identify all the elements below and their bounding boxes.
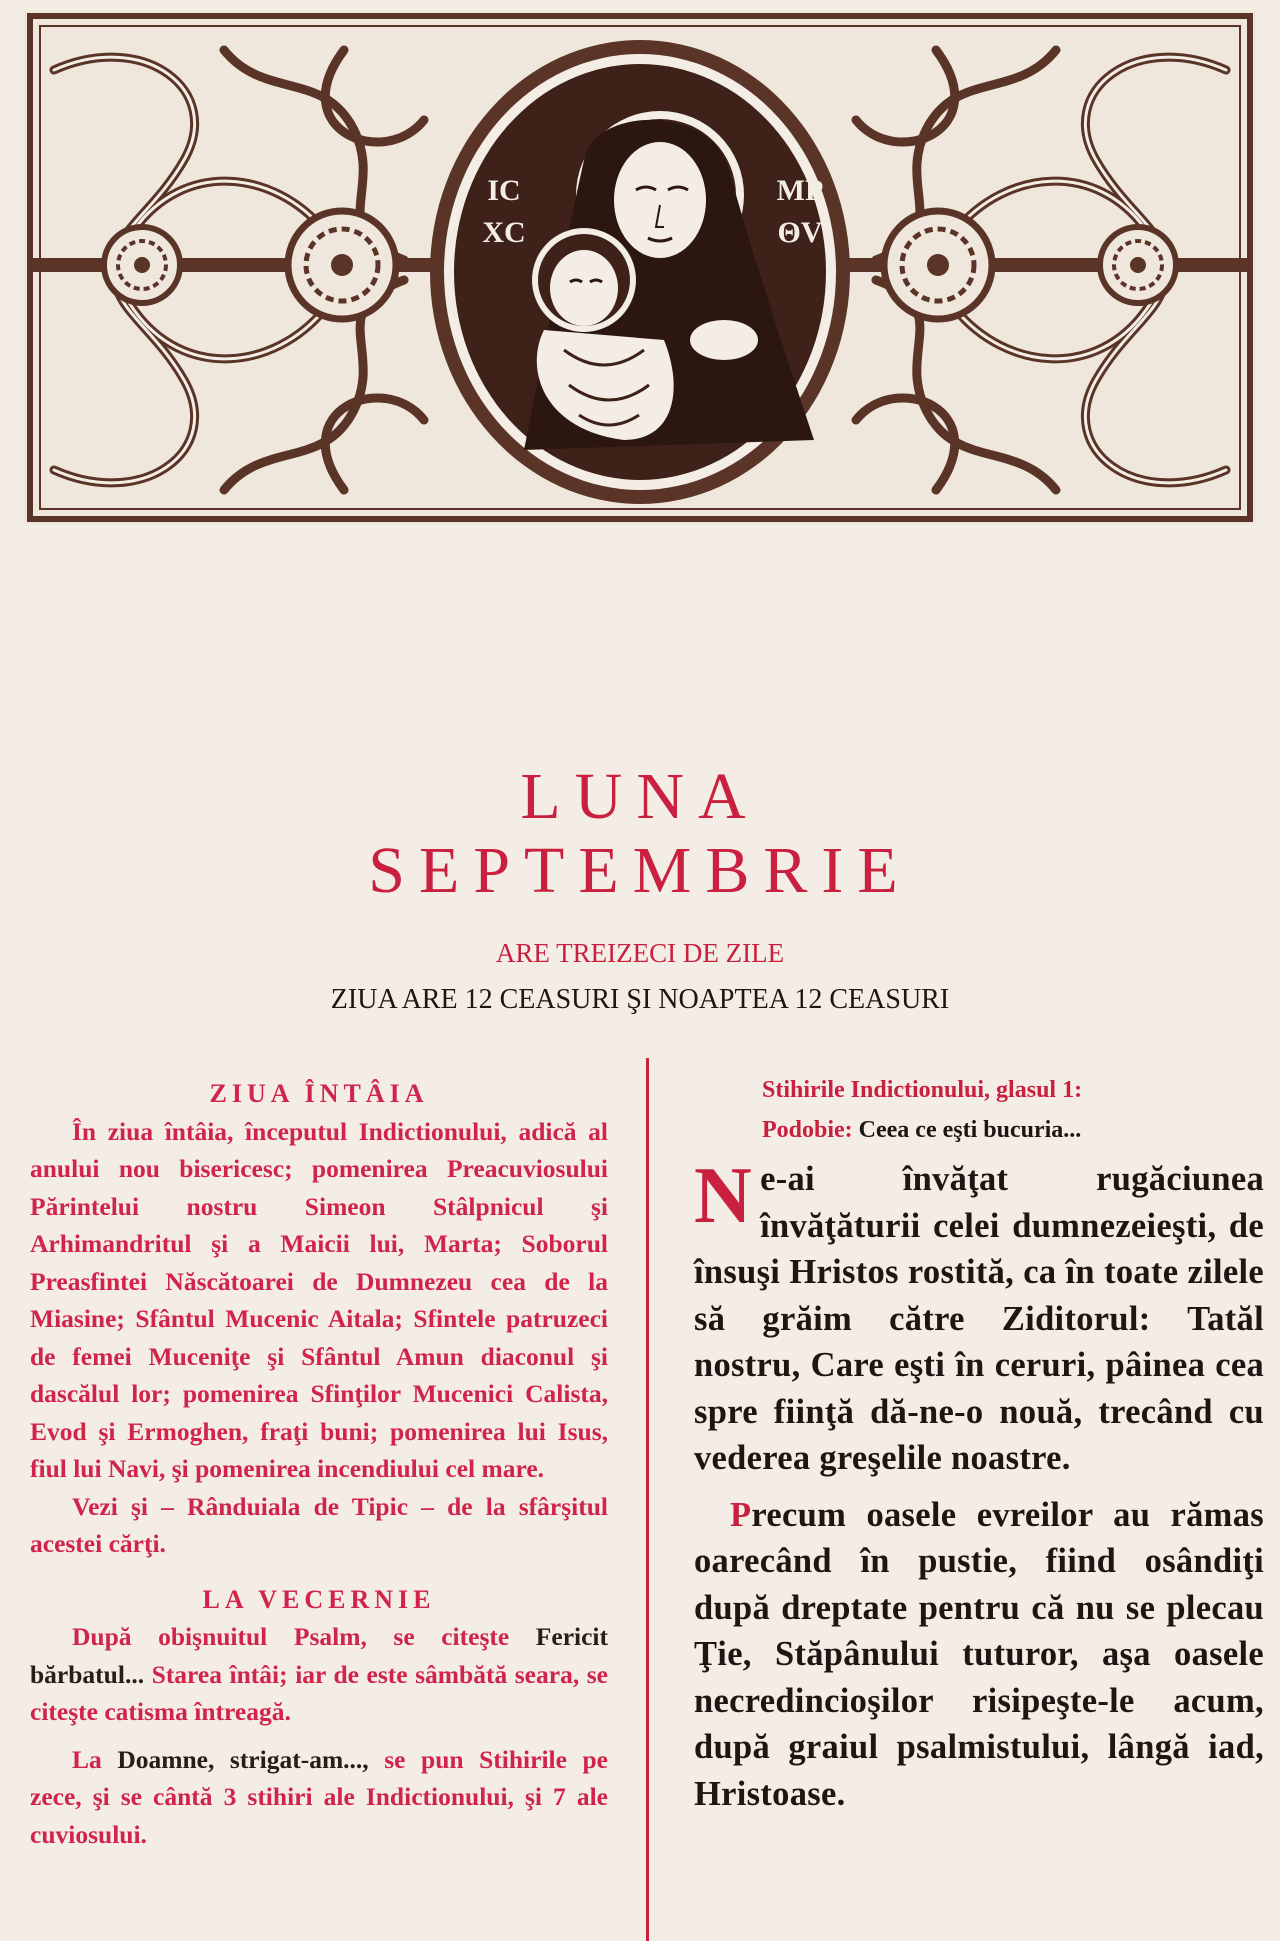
theotokos-icon [430,40,850,504]
hours-subtitle: ZIUA ARE 12 CEASURI ŞI NOAPTEA 12 CEASURI [330,984,950,1015]
month-title-name: SEPTEMBRIE [368,834,912,907]
vespers-rubric [30,1618,608,1731]
days-count-subtitle: ARE TREIZECI DE ZILE [495,938,785,968]
header-ornament [24,10,1256,525]
stihiri-heading: Stihirile Indictionului, glasul 1: [762,1077,1083,1103]
podobie-line [762,1110,1264,1150]
doamne-strigat-incipit: Doamne, strigat-am..., [117,1744,369,1774]
stihira-verse-1 [694,1152,1264,1482]
podobie-label: Podobie: [762,1117,853,1143]
drop-cap-initial: N [694,1152,753,1240]
vespers-incipit: Fericit bărbatul... [30,1622,608,1689]
stihira-verse-2 [694,1492,1264,1818]
podobie-text: Ceea ce eşti bucuria... [852,1117,1082,1143]
verse-2-initial: P [730,1495,752,1534]
stihiri-rubric [30,1741,608,1854]
column-divider [646,1058,649,1941]
icon-right-bottom-inscription: ΘV [777,216,823,249]
icon-left-bottom-inscription: XC [482,216,526,249]
right-column [694,1070,1264,1817]
tipic-reference: Vezi şi – Rânduiala de Tipic – de la sfârşitul acestei cărţi. [30,1491,608,1558]
section-heading-vespers: LA VECERNIE [202,1584,436,1614]
vespers-rubric-part-c: Starea întâi; iar de este sâmbătă seara, se citeşte catisma întreagă. [30,1659,608,1726]
vespers-rubric-part-a: După obişnuitul Psalm, se citeşte [72,1622,536,1651]
stihiri-rubric-part-c: se pun Stihirile pe zece, şi se cântă 3 stihiri ale Indictionului, şi 7 ale cuviosului. [30,1744,608,1849]
left-column [30,1075,608,1853]
commemorations-paragraph: În ziua întâia, începutul Indictionului, adică al anului nou bisericesc; pomenirea Preacuviosului Părintelui nostru Simeon Stâlpnicul şi Arhimandritul şi a Maicii lui, Marta; Soborul Preasfintei Născătoarei de Dumnezeu cea de la Miasine; Sfântul Mucenic Aitala; Sfintele patruzeci de femei Muceniţe şi Sfântul Amun diaconul şi dascălul lor; pomenirea Sfinţilor Mucenici Calista, Evod şi Ermoghen, fraţi buni; pomenirea lui Isus, fiul lui Navi, şi pomenirea incendiului cel mare. [30,1116,608,1483]
stihiri-rubric-part-a: La [72,1744,118,1774]
icon-left-top-inscription: IC [487,174,521,207]
icon-right-top-inscription: MP [776,174,824,207]
section-heading-first-day: ZIUA ÎNTÂIA [209,1079,429,1108]
verse-1-text: e-ai învăţat rugăciunea învăţăturii celei dumnezeieşti, de însuşi Hristos rostită, ca în toate zilele să grăim către Ziditorul: Tatăl nostru, Care eşti în ceruri, pâinea cea spre fiinţă dă-ne-o nouă, trecând cu vederea greşelile noastre. [694,1160,1264,1477]
month-title-luna: LUNA [520,760,760,833]
verse-2-text: recum oasele evreilor au rămas oarecând în pustie, fiind osândiţi după dreptate pentru că nu se plecau Ţie, Stăpânului tuturor, aşa oasele necredincioşilor risipeşte-le acum, după graiul psalmistului, lângă iad, Hristoase. [694,1495,1264,1813]
